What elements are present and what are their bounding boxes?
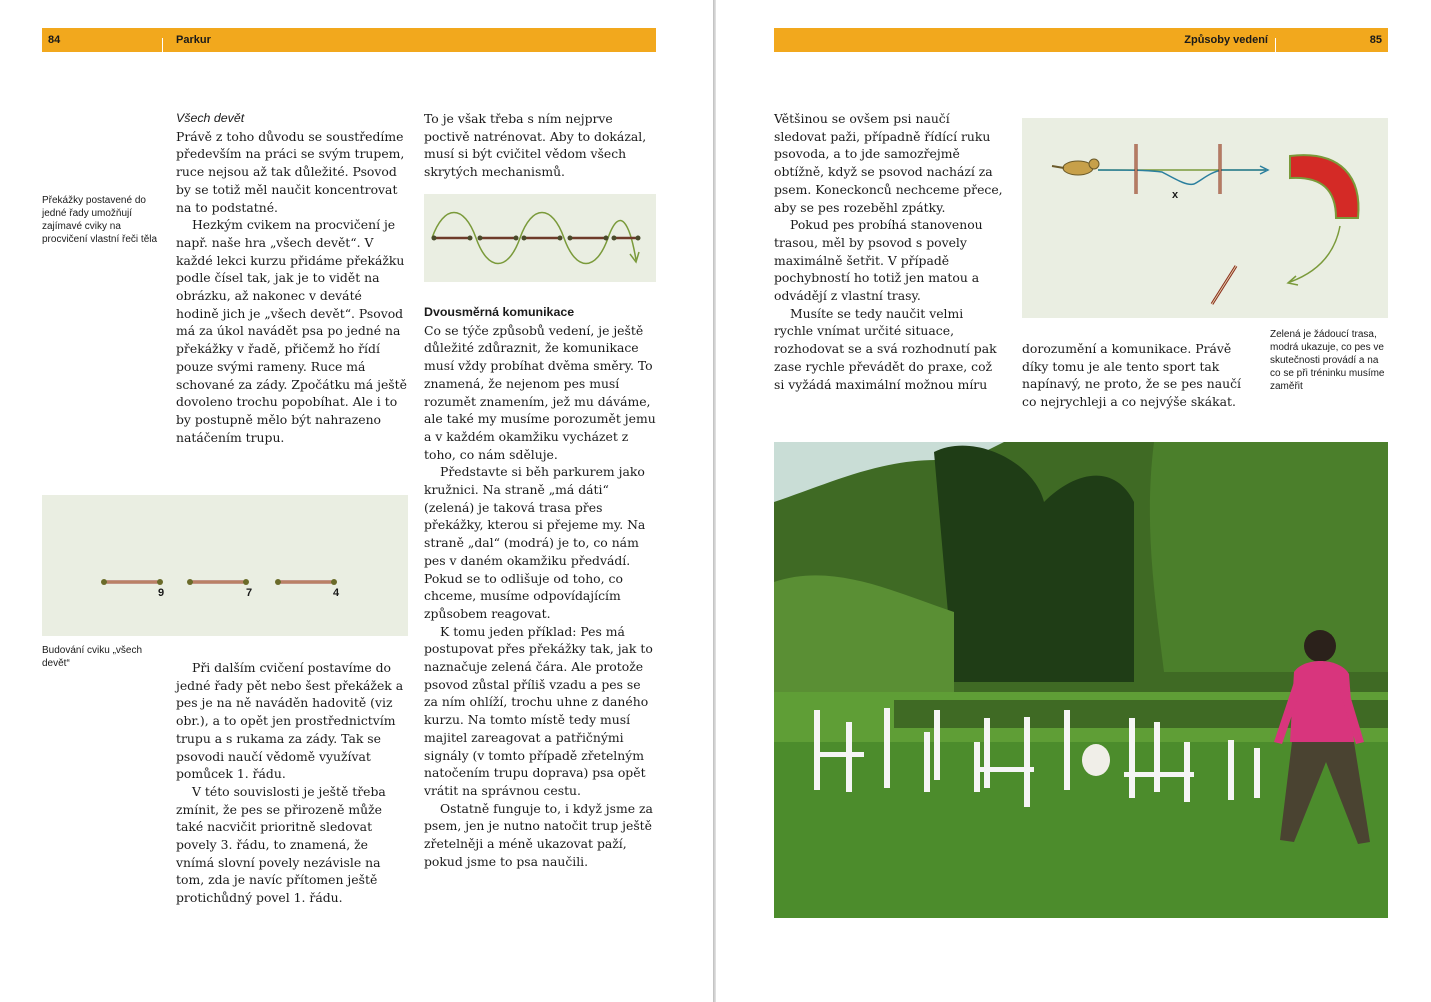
- hurdle-icon: [275, 579, 337, 585]
- paragraph: Musíte se tedy naučit velmi rychle vnímat určité situace, rozhodovat se a svá rozhodnutí pak zase rychle převádět do praxe, což si vyžádá maximální možnou míru: [774, 305, 997, 392]
- right-header-bar: [774, 28, 1388, 52]
- left-column-2-top: [424, 110, 656, 181]
- right-column-2: [1022, 340, 1254, 411]
- left-column-1-bottom: [176, 659, 408, 907]
- diagram-caption: Budování cviku „všech devět“: [42, 645, 143, 669]
- hurdle-number: 9: [158, 587, 165, 599]
- paragraph: Ostatně funguje to, i když jsme za psem, jen je nutno natočit trup ještě zřetelněji a méně ukazovat paží, pokud jsme to psa naučili.: [424, 800, 653, 869]
- paragraph: To je však třeba s ním nejprve poctivě natrénovat. Aby to dokázal, musí si být cvičitel vědom všech skrytých mechanismů.: [424, 111, 647, 180]
- paragraph: Co se týče způsobů vedení, je ještě důležité zdůraznit, že komunikace musí vždy probíhat dvěma směry. To znamená, že nejenom pes musí rozumět znamením, jež mu dáváme, ale také my musíme porozumět jemu a v každém okamžiku vycházet z toho, co nám sděluje.: [424, 322, 656, 462]
- header-divider: [1275, 38, 1276, 52]
- paragraph: V této souvislosti je ještě třeba zmínit, že pes se přirozeně může také nacvičit prioritně sledovat povely 3. řádu, to znamená, že vnímá slovní povely nezávisle na tom, zda je navíc přítomen ještě protichůdný povel 1. řádu.: [176, 783, 386, 906]
- hurdles-illustration: [42, 495, 408, 636]
- book-spine: [713, 0, 716, 1002]
- green-route-line: [1290, 226, 1340, 282]
- route-diagram-caption: Zelená je žádoucí trasa, modrá ukazuje, co pes ve skutečnosti provádí a na co se při tréninku musíme zaměřit: [1270, 329, 1385, 392]
- section-heading: Dvousměrná komunikace: [424, 305, 575, 319]
- route-illustration: [1022, 118, 1388, 318]
- right-page-number: 85: [1369, 34, 1382, 46]
- hurdle-number: 4: [333, 587, 340, 599]
- paragraph: Pokud pes probíhá stanovenou trasou, měl by psovod s povely maximálně šetřit. V případě pochybností ho totiž jen matou a odvádějí z vlastní trasy.: [774, 217, 983, 304]
- agility-training-scene: [774, 442, 1388, 918]
- weave-illustration: [424, 194, 656, 282]
- paragraph: Právě z toho důvodu se soustředíme především na práci se svým trupem, ruce nejsou až tak důležité. Psovod by se totiž měl naučit koncentrovat na to podstatné.: [176, 128, 405, 215]
- dog-icon: [1052, 159, 1099, 175]
- paragraph: Hezkým cvikem na procvičení je např. naše hra „všech devět“. V každé lekci kurzu přidáme překážku podle čísel tak, jak je to vidět na obrázku, až nakonec v deváté hodině jich je „všech devět“. Psovod má za úkol navádět psa po jedné na překážky v řadě, přičemž ho řídí pouze svými rameny. Ruce má schované za zády. Zpočátku má ještě dovoleno trochu popobíhat. Ale i to by postupně mělo být nahrazeno natáčením trupu.: [176, 217, 407, 445]
- deviation-mark: x: [1172, 189, 1179, 201]
- left-header-bar: [42, 28, 656, 52]
- agility-photo: [774, 442, 1388, 918]
- side-caption: Překážky postavené do jedné řady umožňují zajímavé cviky na procvičení vlastní řeči těla: [42, 195, 158, 245]
- left-column-2: [424, 304, 656, 871]
- all-nine-diagram: [42, 495, 408, 636]
- paragraph: dorozumění a komunikace. Právě díky tomu je ale tento sport tak napínavý, ne proto, že se pes naučí co nejrychleji a co nejvýše skákat.: [1022, 341, 1241, 410]
- snake-diagram: [424, 194, 656, 282]
- hurdle-icon: [187, 579, 249, 585]
- hurdle-number: 7: [246, 587, 253, 599]
- header-divider: [162, 38, 163, 52]
- dog-figure: [1082, 744, 1110, 776]
- tunnel-icon: [1290, 155, 1358, 218]
- right-section-title: Způsoby vedení: [1184, 34, 1268, 46]
- paragraph: Představte si běh parkurem jako kružnici. Na straně „má dáti“ (zelená) je taková trasa přes překážky, kterou si přejeme my. Na straně „dal“ (modrá) je to, co nám pes v daném okamžiku předvádí. Pokud se to odlišuje od toho, co chceme, musíme odpovídajícím způsobem reagovat.: [424, 464, 646, 621]
- left-section-title: Parkur: [176, 34, 211, 46]
- route-diagram: [1022, 118, 1388, 318]
- left-page-number: 84: [48, 34, 61, 46]
- right-column-1: [774, 110, 1004, 393]
- blue-route-line: [1098, 170, 1266, 184]
- paragraph: K tomu jeden příklad: Pes má postupovat přes překážky tak, jak to naznačuje zelená čára. Ale protože psovod zůstal příliš vzadu a pes se za ním ohlíží, trochu uhne z daného kurzu. Na tomto místě tedy musí majitel zareagovat a patřičnými signály (v tomto případě zřetelným natočením trupu doprava) psa opět vrátit na správnou cestu.: [424, 623, 653, 798]
- left-column-1: [176, 110, 408, 446]
- paragraph: Při dalším cvičení postavíme do jedné řady pět nebo šest překážek a pes je na ně naváděn hadovitě (viz obr.), a to opět jen prostřednictvím trupu a s rukama za zády. Tak se psovodi naučí vědomě využívat pomůcek 1. řádu.: [176, 660, 404, 782]
- paragraph: Většinou se ovšem psi naučí sledovat paži, případně řídící ruku psovoda, a to jde samozřejmě obtížně, když se psovod nachází za psem. Koneckonců nechceme přece, aby se pes rozeběhl zpátky.: [774, 111, 1003, 215]
- section-heading: Všech devět: [176, 111, 245, 125]
- hurdle-icon: [101, 579, 163, 585]
